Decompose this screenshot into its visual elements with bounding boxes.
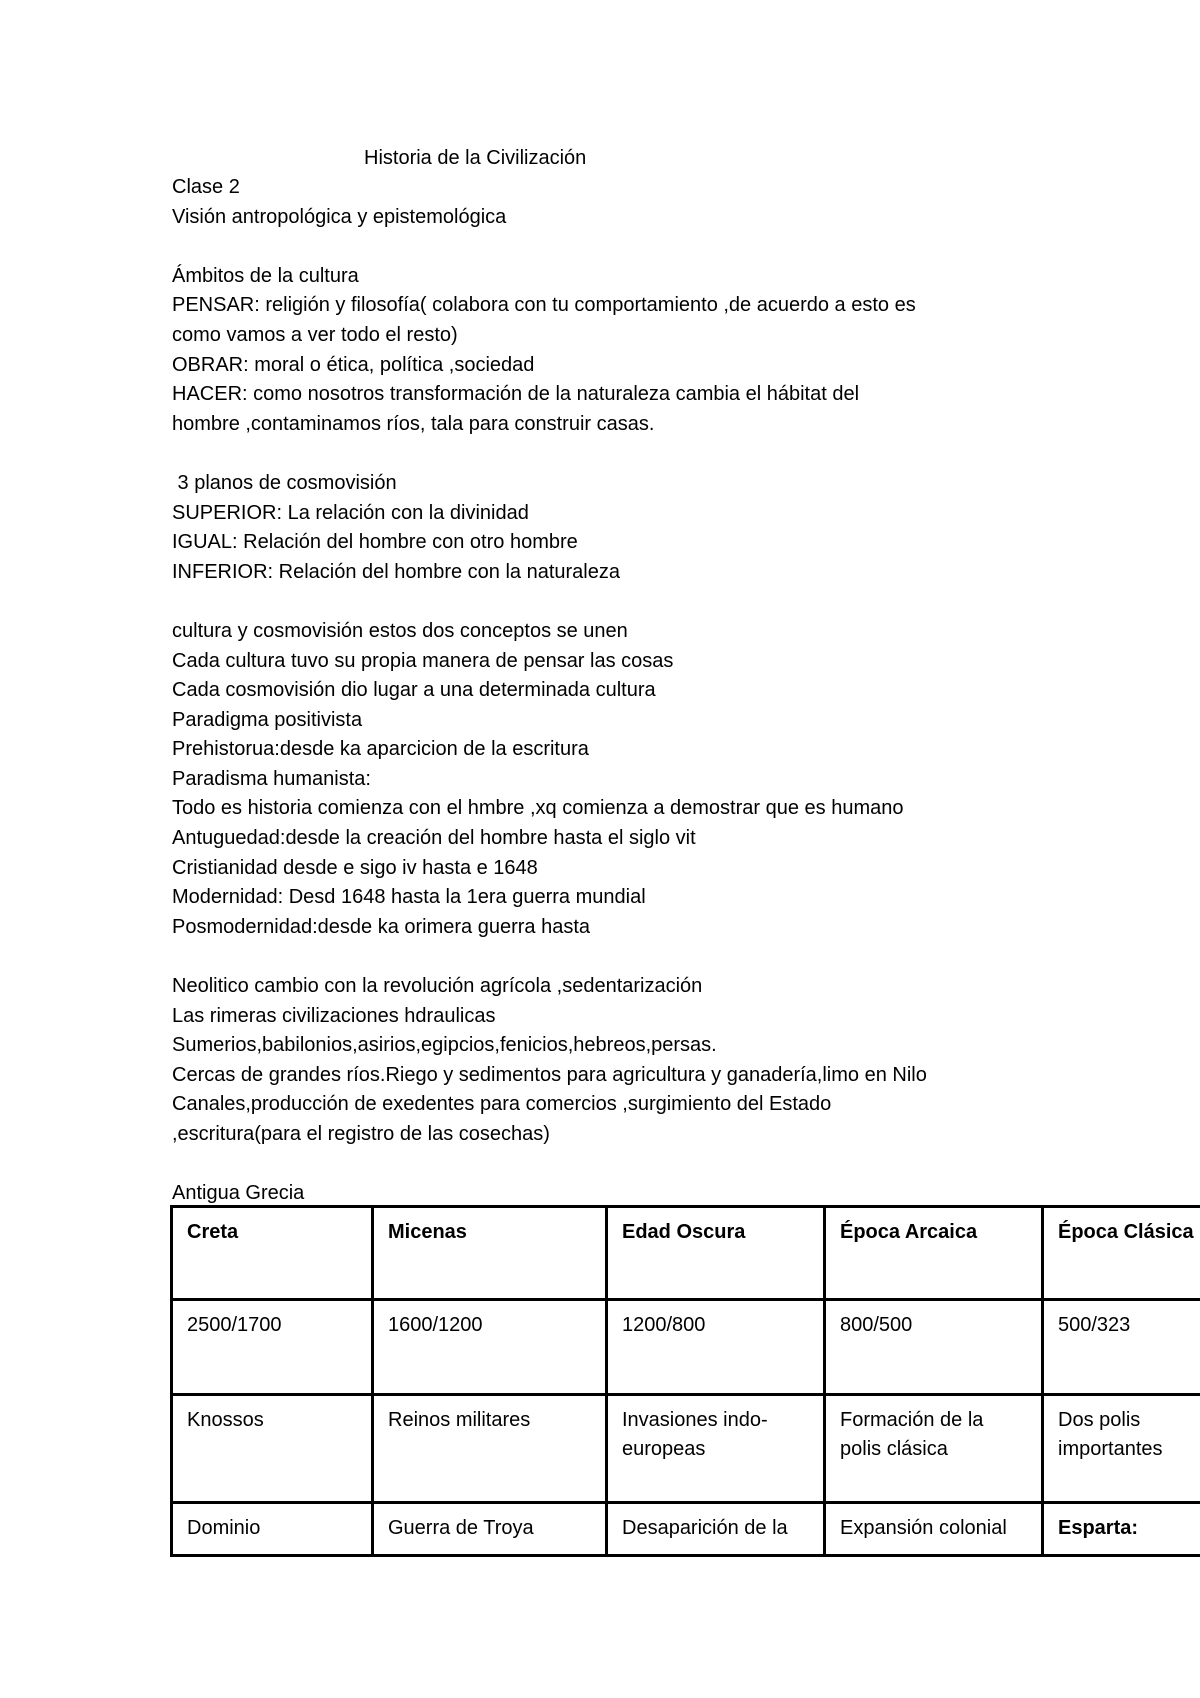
table-cell: Guerra de Troya — [373, 1503, 607, 1556]
text-line: PENSAR: religión y filosofía( colabora con tu comportamiento ,de acuerdo a esto es — [172, 294, 916, 317]
text-line: Ámbitos de la cultura — [172, 264, 359, 287]
table-header-cell: Época Arcaica — [825, 1207, 1043, 1300]
table-header-cell: Creta — [172, 1207, 373, 1300]
text-line: Cada cultura tuvo su propia manera de pensar las cosas — [172, 649, 674, 672]
table-cell: Formación de la polis clásica — [825, 1395, 1043, 1503]
table-header-row — [172, 1207, 1200, 1300]
table-header-cell: Edad Oscura — [607, 1207, 825, 1300]
table-cell: Esparta: — [1043, 1503, 1200, 1556]
document-body — [172, 173, 1182, 1209]
text-line: como vamos a ver todo el resto) — [172, 323, 458, 346]
table-header-cell: Época Clásica — [1043, 1207, 1200, 1300]
blank-line — [172, 587, 1182, 617]
text-line: Todo es historia comienza con el hmbre ,xq comienza a demostrar que es humano — [172, 797, 904, 820]
text-line: Cada cosmovisión dio lugar a una determinada cultura — [172, 679, 656, 702]
table-cell: Dos polis importantes — [1043, 1395, 1200, 1503]
text-line: INFERIOR: Relación del hombre con la naturaleza — [172, 560, 620, 583]
text-line: IGUAL: Relación del hombre con otro hombre — [172, 531, 578, 554]
text-line: cultura y cosmovisión estos dos conceptos se unen — [172, 619, 628, 642]
table-cell: Desaparición de la — [607, 1503, 825, 1556]
table-row — [172, 1395, 1200, 1503]
table-caption: Antigua Grecia — [172, 1182, 305, 1205]
blank-line — [172, 942, 1182, 972]
text-line: Paradigma positivista — [172, 708, 363, 731]
text-line: HACER: como nosotros transformación de la naturaleza cambia el hábitat del — [172, 383, 860, 406]
table-cell: 1200/800 — [607, 1300, 825, 1395]
text-line: Prehistorua:desde ka aparcicion de la escritura — [172, 738, 589, 761]
text-line: Sumerios,babilonios,asirios,egipcios,fenicios,hebreos,persas. — [172, 1034, 717, 1057]
table-header-cell: Micenas — [373, 1207, 607, 1300]
table-cell: Reinos militares — [373, 1395, 607, 1503]
text-line: 3 planos de cosmovisión — [172, 471, 397, 494]
table-cell: Dominio — [172, 1503, 373, 1556]
document-title: Historia de la Civilización — [364, 147, 587, 169]
table-cell: 1600/1200 — [373, 1300, 607, 1395]
table-cell: Knossos — [172, 1395, 373, 1503]
grecia-periods-table — [170, 1205, 1200, 1557]
text-line: Paradisma humanista: — [172, 767, 371, 790]
text-line: OBRAR: moral o ética, política ,sociedad — [172, 353, 535, 376]
text-line: Las rimeras civilizaciones hdraulicas — [172, 1004, 496, 1027]
table-cell: 800/500 — [825, 1300, 1043, 1395]
blank-line — [172, 439, 1182, 469]
text-line: Visión antropológica y epistemológica — [172, 205, 507, 228]
text-line: Neolitico cambio con la revolución agrícola ,sedentarización — [172, 975, 703, 998]
text-line: Cercas de grandes ríos.Riego y sedimentos para agricultura y ganadería,limo en Nilo — [172, 1063, 927, 1086]
text-line: Posmodernidad:desde ka orimera guerra hasta — [172, 915, 591, 938]
text-line: Cristianidad desde e sigo iv hasta e 1648 — [172, 856, 538, 879]
table-cell: 500/323 — [1043, 1300, 1200, 1395]
table-cell: Expansión colonial — [825, 1503, 1043, 1556]
text-line: Canales,producción de exedentes para comercios ,surgimiento del Estado — [172, 1093, 832, 1116]
blank-line — [172, 232, 1182, 262]
table-cell: 2500/1700 — [172, 1300, 373, 1395]
text-line: Antuguedad:desde la creación del hombre hasta el siglo vit — [172, 827, 696, 850]
text-line: ,escritura(para el registro de las cosechas) — [172, 1123, 550, 1145]
text-line: SUPERIOR: La relación con la divinidad — [172, 501, 529, 524]
table-row — [172, 1300, 1200, 1395]
text-line: Clase 2 — [172, 176, 240, 198]
text-line: hombre ,contaminamos ríos, tala para construir casas. — [172, 412, 655, 435]
table-cell: Invasiones indo-europeas — [607, 1395, 825, 1503]
blank-line — [172, 1150, 1182, 1180]
text-line: Modernidad: Desd 1648 hasta la 1era guerra mundial — [172, 886, 646, 909]
table-row — [172, 1503, 1200, 1556]
